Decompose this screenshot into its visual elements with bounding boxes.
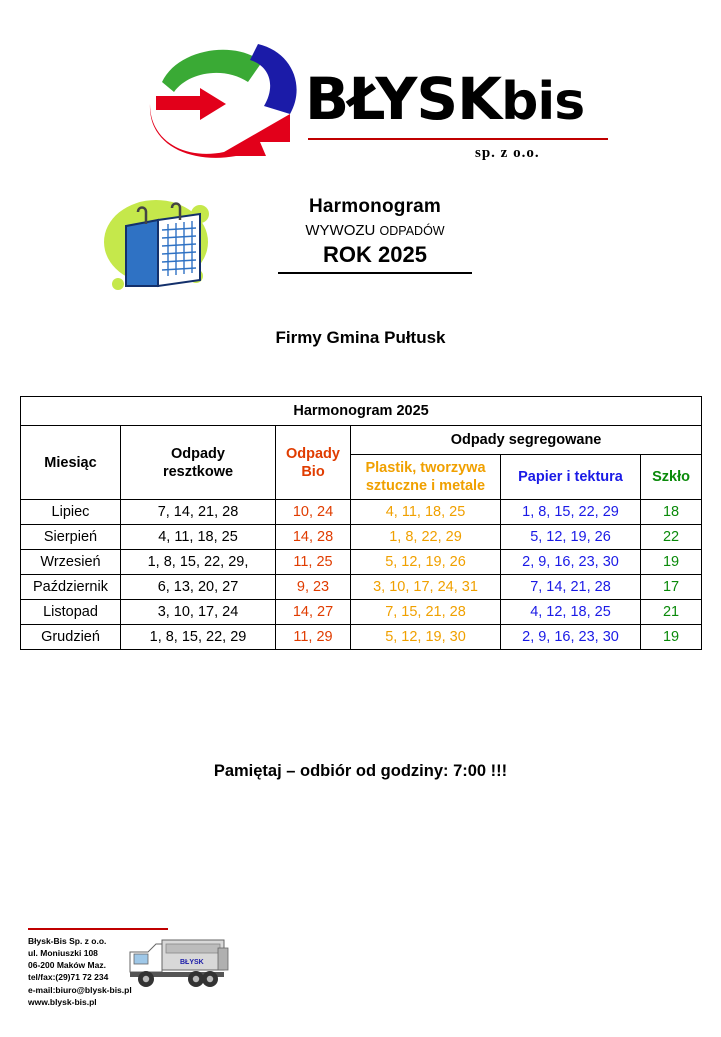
table-title-row [21, 397, 702, 426]
header-odpady-segregowane: Odpady segregowane [351, 426, 702, 455]
cell-resztkowe: 6, 13, 20, 27 [121, 575, 276, 600]
cell-month: Lipiec [21, 500, 121, 525]
svg-text:BŁYSK: BŁYSK [180, 959, 204, 966]
cell-plastik: 4, 11, 18, 25 [351, 500, 501, 525]
cell-month: Grudzień [21, 625, 121, 650]
cell-bio: 14, 27 [276, 600, 351, 625]
header-bio-line1: Odpady [286, 445, 340, 462]
cell-bio: 9, 23 [276, 575, 351, 600]
cell-szklo: 17 [641, 575, 702, 600]
schedule-table [20, 396, 702, 650]
cell-resztkowe: 4, 11, 18, 25 [121, 525, 276, 550]
cell-bio: 10, 24 [276, 500, 351, 525]
swoosh-logo-icon [140, 38, 310, 158]
cell-bio: 11, 29 [276, 625, 351, 650]
cell-papier: 4, 12, 18, 25 [501, 600, 641, 625]
footer-city: 06-200 Maków Maz. [28, 960, 106, 971]
cell-szklo: 19 [641, 550, 702, 575]
calendar-icon [96, 190, 221, 305]
cell-papier: 7, 14, 21, 28 [501, 575, 641, 600]
heading-wywozu-odpadow [270, 222, 480, 239]
cell-plastik: 5, 12, 19, 30 [351, 625, 501, 650]
cell-plastik: 1, 8, 22, 29 [351, 525, 501, 550]
cell-plastik: 3, 10, 17, 24, 31 [351, 575, 501, 600]
cell-resztkowe: 3, 10, 17, 24 [121, 600, 276, 625]
table-row [21, 550, 702, 575]
table-row [21, 600, 702, 625]
cell-papier: 5, 12, 19, 26 [501, 525, 641, 550]
cell-month: Październik [21, 575, 121, 600]
footer-email: e-mail:biuro@blysk-bis.pl [28, 984, 132, 995]
table-group-header-row [21, 426, 702, 455]
header-resztkowe-line1: Odpady [171, 445, 225, 462]
cell-resztkowe: 1, 8, 15, 22, 29 [121, 625, 276, 650]
garbage-truck-icon [122, 930, 232, 992]
reminder-note: Pamiętaj – odbiór od godziny: 7:00 !!! [213, 762, 508, 780]
cell-month: Sierpień [21, 525, 121, 550]
cell-resztkowe: 1, 8, 15, 22, 29, [121, 550, 276, 575]
heading-harmonogram: Harmonogram [308, 196, 442, 217]
logo-underline-divider [308, 138, 608, 140]
table-row [21, 625, 702, 650]
table-row [21, 575, 702, 600]
company-subject-line: Firmy Gmina Pułtusk [275, 328, 446, 347]
cell-szklo: 18 [641, 500, 702, 525]
heading-year: ROK 2025 [323, 242, 427, 267]
cell-papier: 2, 9, 16, 23, 30 [501, 550, 641, 575]
header-month: Miesiąc [21, 426, 121, 500]
table-row [21, 525, 702, 550]
logo-wordmark [305, 65, 585, 133]
heading-wywozu-word: WYWOZU [305, 222, 376, 239]
heading-odpadow-word: ODPADÓW [379, 224, 445, 238]
cell-szklo: 22 [641, 525, 702, 550]
logo-legal-form: sp. z o.o. [475, 145, 540, 161]
header-plastik-line2: sztuczne i metale [365, 478, 486, 495]
schedule-table-wrapper [20, 396, 701, 650]
header-resztkowe-line2: resztkowe [162, 463, 234, 480]
company-logo [130, 28, 610, 168]
header-odpady-bio [276, 426, 351, 500]
cell-resztkowe: 7, 14, 21, 28 [121, 500, 276, 525]
cell-plastik: 7, 15, 21, 28 [351, 600, 501, 625]
cell-plastik: 5, 12, 19, 26 [351, 550, 501, 575]
cell-bio: 11, 25 [276, 550, 351, 575]
header-plastik [351, 455, 501, 500]
table-row [21, 500, 702, 525]
header-papier: Papier i tektura [501, 455, 641, 500]
cell-bio: 14, 28 [276, 525, 351, 550]
cell-szklo: 19 [641, 625, 702, 650]
header-odpady-resztkowe [121, 426, 276, 500]
table-title: Harmonogram 2025 [21, 397, 702, 426]
cell-month: Wrzesień [21, 550, 121, 575]
heading-divider [278, 272, 472, 274]
cell-szklo: 21 [641, 600, 702, 625]
logo-brand-main: BŁYSK [305, 65, 502, 133]
footer-website: www.blysk-bis.pl [28, 997, 97, 1008]
header-plastik-line1: Plastik, tworzywa [365, 460, 486, 476]
document-heading [270, 196, 480, 274]
footer-company-name: Błysk-Bis Sp. z o.o. [28, 935, 107, 946]
cell-papier: 1, 8, 15, 22, 29 [501, 500, 641, 525]
header-szklo: Szkło [641, 455, 702, 500]
footer-street: ul. Moniuszki 108 [28, 947, 98, 958]
cell-month: Listopad [21, 600, 121, 625]
logo-brand-suffix: bis [501, 72, 585, 132]
header-bio-line2: Bio [301, 463, 325, 480]
footer-phone: tel/fax:(29)71 72 234 [28, 972, 109, 983]
cell-papier: 2, 9, 16, 23, 30 [501, 625, 641, 650]
